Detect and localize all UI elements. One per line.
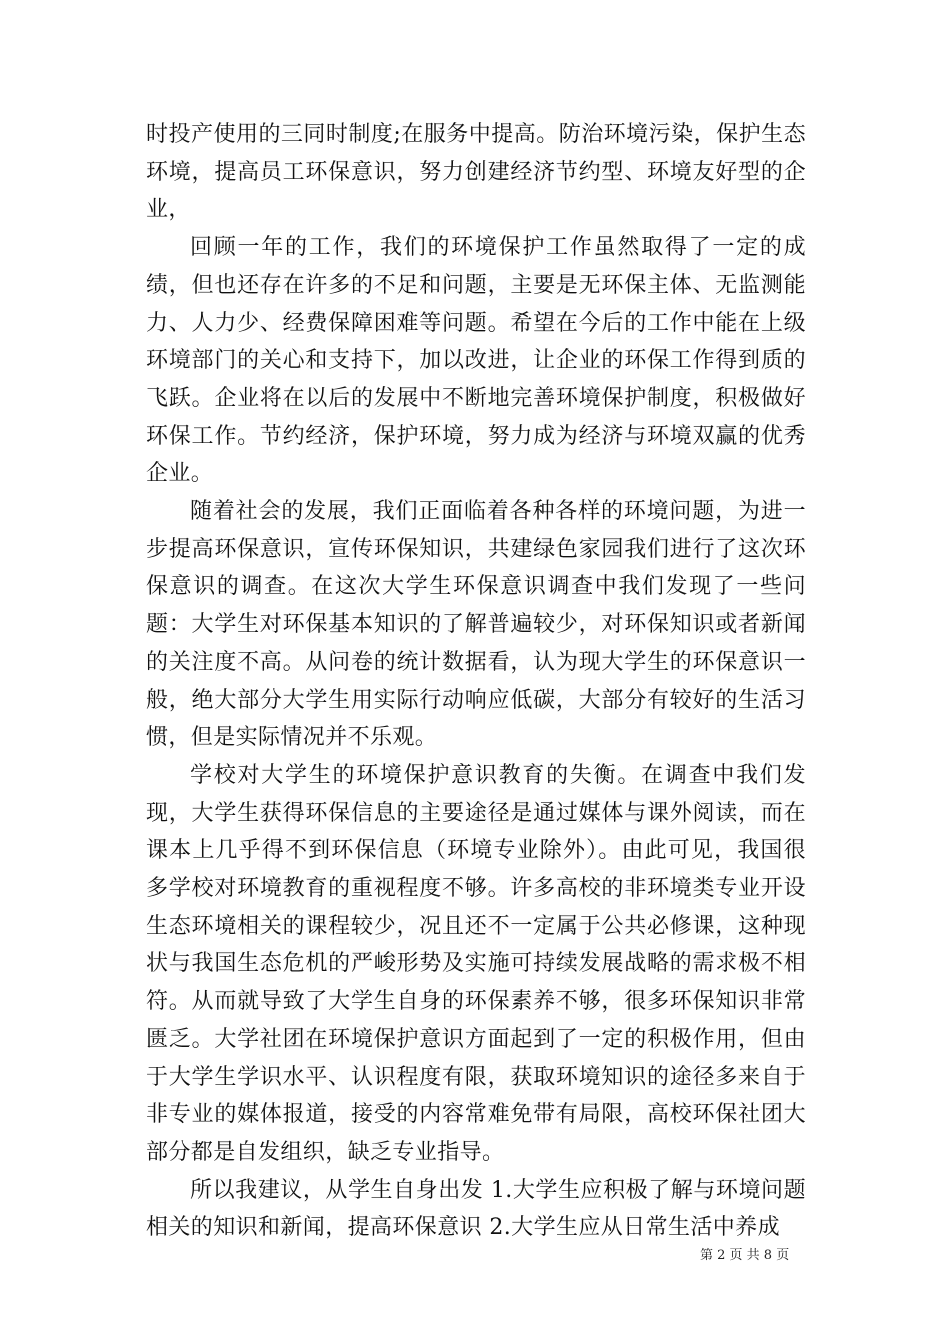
paragraph-5: 所以我建议，从学生自身出发 1.大学生应积极了解与环境问题相关的知识和新闻，提高环保意识 2.大学生应从日常生活中养成 — [146, 1177, 806, 1241]
paragraph-2: 回顾一年的工作，我们的环境保护工作虽然取得了一定的成绩，但也还存在许多的不足和问题，主要是无环保主体、无监测能力、人力少、经费保障困难等问题。希望在今后的工作中能在上级环境部门的关心和支持下，加以改进，让企业的环保工作得到质的飞跃。企业将在以后的发展中不断地完善环境保护制度，积极做好环保工作。节约经济，保护环境，努力成为经济与环境双赢的优秀企业。 — [146, 235, 806, 487]
paragraph-3: 随着社会的发展，我们正面临着各种各样的环境问题，为进一步提高环保意识，宣传环保知识，共建绿色家园我们进行了这次环保意识的调查。在这次大学生环保意识调查中我们发现了一些问题：大学生对环保基本知识的了解普遍较少，对环保知识或者新闻的关注度不高。从问卷的统计数据看，认为现大学生的环保意识一般，绝大部分大学生用实际行动响应低碳，大部分有较好的生活习惯，但是实际情况并不乐观。 — [146, 499, 806, 751]
page-number: 第 2 页 共 8 页 — [700, 1248, 790, 1263]
paragraph-1: 时投产使用的三同时制度;在服务中提高。防治环境污染，保护生态环境，提高员工环保意识，努力创建经济节约型、环境友好型的企业， — [146, 122, 806, 223]
paragraph-4: 学校对大学生的环境保护意识教育的失衡。在调查中我们发现，大学生获得环保信息的主要途径是通过媒体与课外阅读，而在课本上几乎得不到环保信息（环境专业除外）。由此可见，我国很多学校对环境教育的重视程度不够。许多高校的非环境类专业开设生态环境相关的课程较少，况且还不一定属于公共必修课，这种现状与我国生态危机的严峻形势及实施可持续发展战略的需求极不相符。从而就导致了大学生自身的环保素养不够，很多环保知识非常匮乏。大学社团在环境保护意识方面起到了一定的积极作用，但由于大学生学识水平、认识程度有限，获取环境知识的途径多来自于非专业的媒体报道，接受的内容常难免带有局限，高校环保社团大部分都是自发组织，缺乏专业指导。 — [146, 762, 806, 1165]
document-body — [146, 116, 806, 1247]
